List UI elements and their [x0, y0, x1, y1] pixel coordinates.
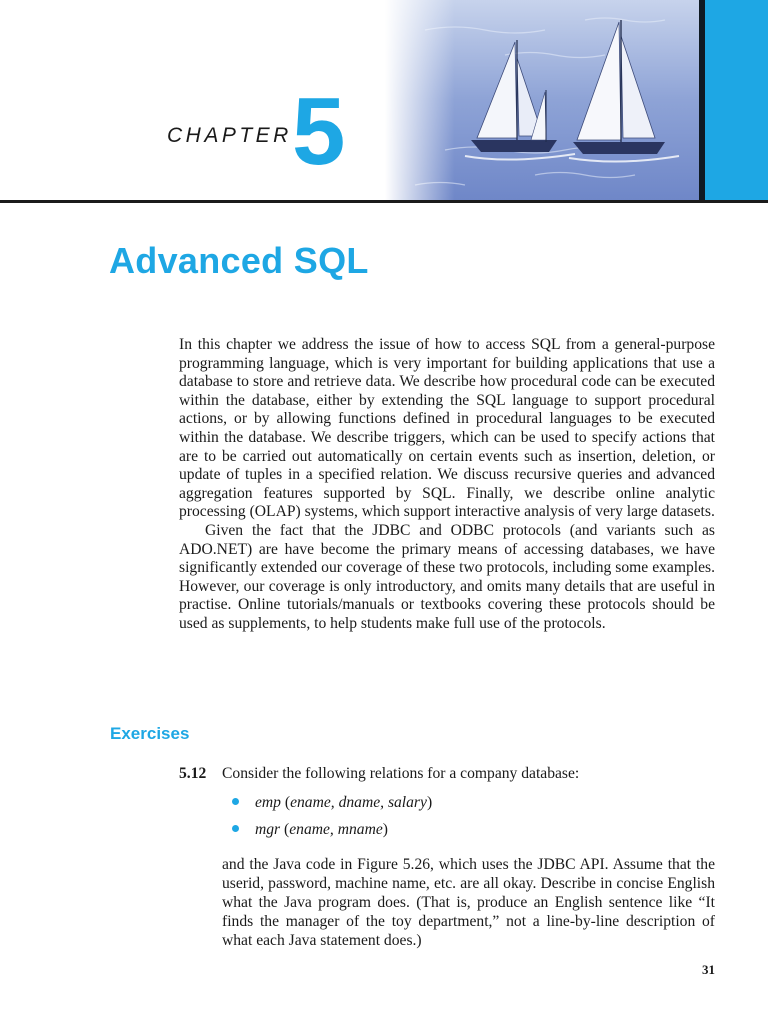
sailboats-photo: [385, 0, 701, 200]
relation-close-paren: ): [382, 821, 388, 838]
exercise-description: and the Java code in Figure 5.26, which uses the JDBC API. Assume that the userid, password, machine name, etc. are all okay. Describe in concise English what the Java program does. (That is, produce an English sentence like “It finds the manager of the toy department,” not a line-by-line description of what each Java statement does.): [222, 856, 715, 949]
chapter-title: Advanced SQL: [109, 240, 369, 281]
header-rule: [0, 200, 768, 203]
relation-item: [232, 793, 715, 812]
exercise-item: [179, 764, 715, 950]
relation-item: [232, 820, 715, 839]
exercises-heading: Exercises: [110, 724, 190, 743]
relation-list: [222, 793, 715, 839]
chapter-label: CHAPTER: [167, 124, 292, 147]
relation-open-paren: (: [280, 794, 291, 811]
intro-paragraph: In this chapter we address the issue of how to access SQL from a general-purpose programming language, which is very important for building applications that use a database to store and retrieve data. We describe how procedural code can be executed within the database, either by extending the SQL language to support procedural actions, or by allowing functions defined in procedural languages to be executed within the database. We describe triggers, which can be used to specify actions that are to be carried out automatically on certain events such as insertion, deletion, or update of tuples in a specified relation. We discuss recursive queries and advanced aggregation features supported by SQL. Finally, we describe online analytic processing (OLAP) systems, which support interactive analysis of very large datasets.: [179, 336, 715, 521]
chapter-intro: [179, 336, 715, 634]
relation-close-paren: ): [426, 794, 433, 811]
page-number: 31: [702, 962, 715, 977]
relation-attributes: ename, mname: [289, 821, 383, 838]
header-accent-bar: [705, 0, 768, 200]
relation-name: mgr: [255, 821, 281, 838]
chapter-number: 5: [292, 78, 346, 185]
bullet-icon: [232, 825, 239, 832]
bullet-icon: [232, 798, 239, 805]
exercise-lead: Consider the following relations for a company database:: [222, 765, 580, 782]
intro-paragraph: Given the fact that the JDBC and ODBC protocols (and variants such as ADO.NET) are have become the primary means of accessing databases, we have significantly extended our coverage of these two protocols, including some examples. However, our coverage is only introductory, and omits many details that are useful in practise. Online tutorials/manuals or textbooks covering these protocols should be used as supplements, to help students make full use of the protocols.: [179, 521, 715, 632]
relation-attributes: ename, dname, salary: [290, 794, 427, 811]
exercise-body: [222, 764, 715, 950]
relation-open-paren: (: [280, 821, 290, 838]
exercise-number: 5.12: [179, 765, 207, 782]
relation-name: emp: [255, 794, 281, 811]
